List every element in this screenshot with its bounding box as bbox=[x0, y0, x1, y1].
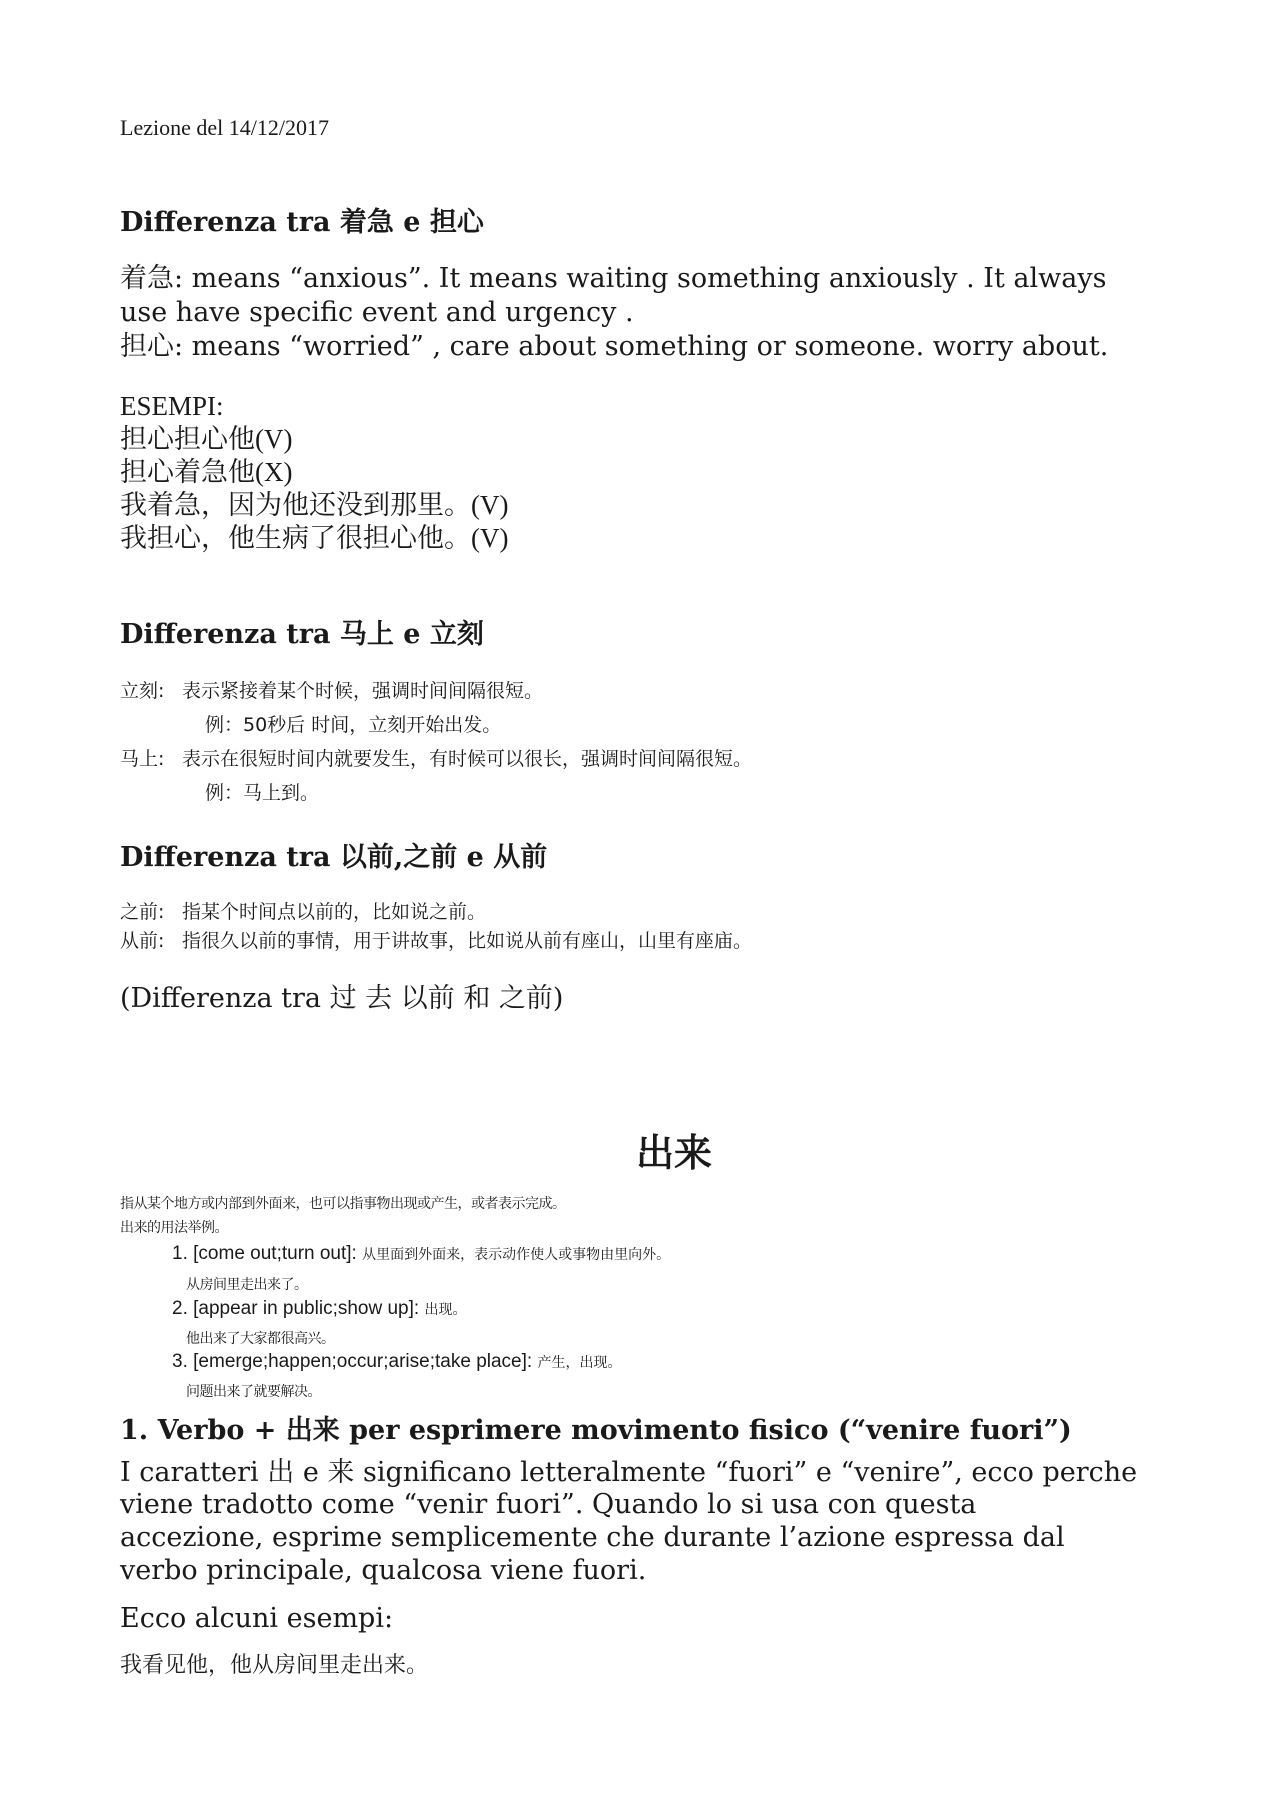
section4-examples-label: Ecco alcuni esempi: bbox=[120, 1603, 394, 1634]
dictionary-item-2 bbox=[172, 1298, 466, 1320]
section4-para-3: accezione, esprime semplicemente che durante l’azione espressa dal bbox=[120, 1522, 1065, 1553]
section4-title: 1. Verbo + 出来 per esprimere movimento fisico (“venire fuori”) bbox=[120, 1415, 1072, 1446]
section3-text-2: 指很久以前的事情，用于讲故事，比如说从前有座山，山里有座庙。 bbox=[182, 930, 753, 952]
item-chinese: 产生，出现。 bbox=[537, 1355, 622, 1371]
esempi-label: ESEMPI: bbox=[120, 391, 224, 421]
item-number: 2. bbox=[172, 1298, 188, 1319]
section2-label-2: 马上: bbox=[120, 748, 165, 770]
dictionary-item-2-example: 他出来了大家都很高兴。 bbox=[186, 1331, 335, 1347]
item-english: [come out;turn out]: bbox=[193, 1243, 357, 1264]
section3-label-1: 之前: bbox=[120, 901, 165, 923]
section1-title: Differenza tra 着急 e 担心 bbox=[120, 207, 484, 238]
section3-title: Differenza tra 以前,之前 e 从前 bbox=[120, 842, 548, 873]
lesson-date: Lezione del 14/12/2017 bbox=[120, 115, 329, 140]
item-english: [appear in public;show up]: bbox=[193, 1298, 420, 1319]
section4-para-4: verbo principale, qualcosa viene fuori. bbox=[120, 1555, 647, 1586]
item-chinese: 从里面到外面来，表示动作使人或事物由里向外。 bbox=[362, 1247, 671, 1263]
example-2: 担心着急他(X) bbox=[120, 457, 293, 487]
dictionary-intro-2: 出来的用法举例。 bbox=[120, 1220, 228, 1236]
section2-example-2: 例：马上到。 bbox=[205, 782, 320, 804]
dictionary-intro-1: 指从某个地方或内部到外面来，也可以指事物出现或产生，或者表示完成。 bbox=[120, 1196, 566, 1212]
section1-line3: 担心: means “worried” , care about something or someone. worry about. bbox=[120, 331, 1109, 362]
section3-note: (Differenza tra 过 去 以前 和 之前) bbox=[120, 983, 564, 1014]
section4-para-1: I caratteri 出 e 来 significano letteralmente “fuori” e “venire”, ecco perche bbox=[120, 1457, 1138, 1488]
item-chinese: 出现。 bbox=[424, 1302, 467, 1318]
section1-line2: use have specific event and urgency . bbox=[120, 297, 634, 328]
section4-example-1: 我看见他，他从房间里走出来。 bbox=[120, 1653, 429, 1678]
section2-text-1: 表示紧接着某个时候，强调时间间隔很短。 bbox=[182, 680, 544, 702]
dictionary-item-1 bbox=[172, 1243, 670, 1265]
example-3: 我着急，因为他还没到那里。(V) bbox=[120, 490, 509, 520]
dictionary-item-3 bbox=[172, 1351, 621, 1373]
example-4: 我担心，他生病了很担心他。(V) bbox=[120, 523, 509, 553]
dictionary-item-1-example: 从房间里走出来了。 bbox=[186, 1277, 308, 1293]
section2-text-2: 表示在很短时间内就要发生，有时候可以很长，强调时间间隔很短。 bbox=[182, 748, 753, 770]
item-number: 3. bbox=[172, 1351, 188, 1372]
section1-line1: 着急: means “anxious”. It means waiting something anxiously . It always bbox=[120, 263, 1107, 294]
dictionary-heading: 出来 bbox=[636, 1131, 713, 1175]
section2-title: Differenza tra 马上 e 立刻 bbox=[120, 619, 484, 650]
dictionary-item-3-example: 问题出来了就要解决。 bbox=[186, 1384, 321, 1400]
section3-text-1: 指某个时间点以前的，比如说之前。 bbox=[182, 901, 487, 923]
section4-para-2: viene tradotto come “venir fuori”. Quando lo si usa con questa bbox=[120, 1489, 977, 1520]
section3-label-2: 从前: bbox=[120, 930, 165, 952]
section2-example-1: 例：50秒后 时间，立刻开始出发。 bbox=[205, 714, 502, 736]
section2-label-1: 立刻: bbox=[120, 680, 165, 702]
item-english: [emerge;happen;occur;arise;take place]: bbox=[193, 1351, 533, 1372]
item-number: 1. bbox=[172, 1243, 188, 1264]
example-1: 担心担心他(V) bbox=[120, 424, 293, 454]
